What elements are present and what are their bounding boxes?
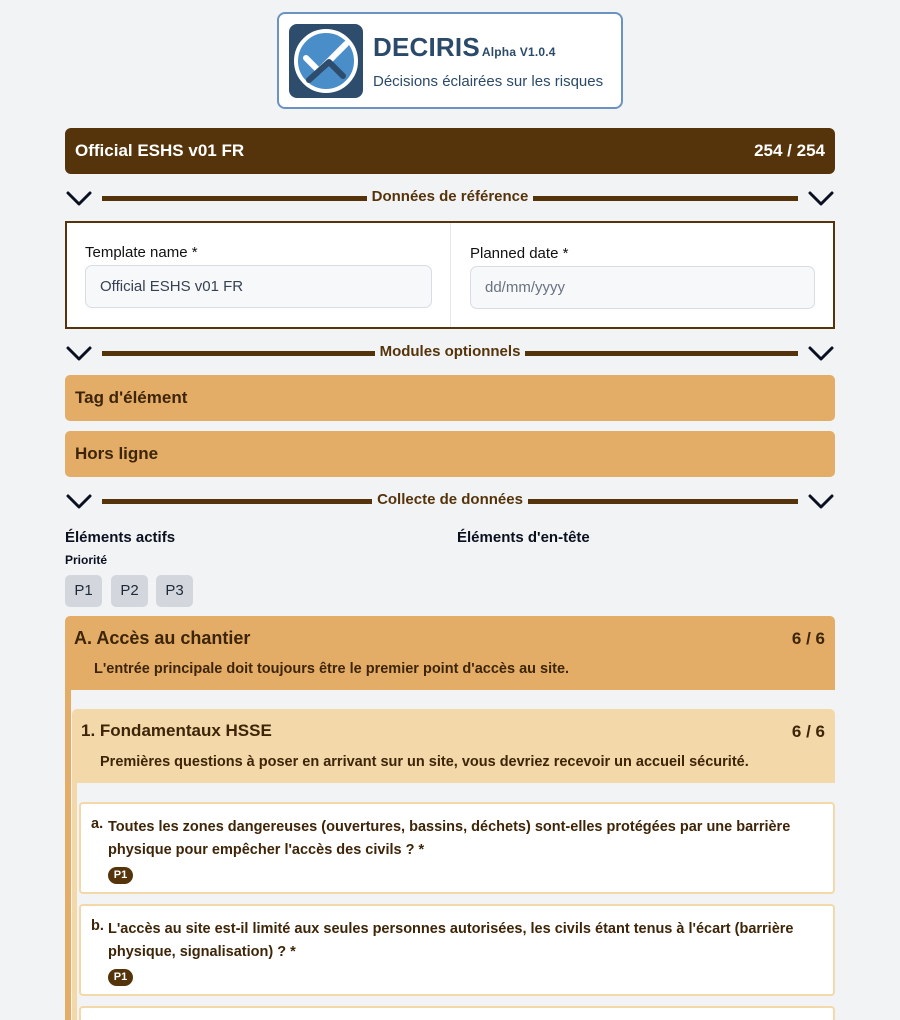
deciris-logo-icon [289, 24, 363, 98]
priority-badge: P1 [108, 969, 133, 986]
brand-version: Alpha V1.0.4 [481, 45, 556, 59]
priority-filter-p1[interactable]: P1 [65, 575, 102, 607]
template-name-label: Template name * [85, 244, 198, 261]
divider-label-reference: Données de référence [367, 188, 534, 205]
subsection-count: 6 / 6 [791, 722, 825, 741]
module-element-tag[interactable] [65, 375, 835, 421]
section-a-header[interactable] [65, 616, 835, 690]
chevron-down-icon[interactable] [807, 488, 835, 514]
module-offline[interactable] [65, 431, 835, 477]
active-elements-label: Éléments actifs [65, 529, 176, 546]
priority-filter-p2[interactable]: P2 [111, 575, 148, 607]
priority-badge: P1 [108, 867, 133, 884]
module-label: Hors ligne [75, 444, 159, 463]
question-card[interactable] [79, 802, 835, 894]
section-count: 6 / 6 [791, 629, 825, 648]
planned-date-label: Planned date * [470, 245, 569, 262]
divider-collection [65, 488, 835, 514]
header-elements-label: Éléments d'en-tête [457, 529, 590, 546]
brand-tagline: Décisions éclairées sur les risques [373, 73, 604, 90]
divider-reference [65, 185, 835, 211]
chevron-down-icon[interactable] [807, 340, 835, 366]
subsection-description: Premières questions à poser en arrivant sur un site, vous devriez recevoir un accueil sécurité. [100, 754, 749, 770]
planned-date-group [451, 223, 833, 327]
section-title: A. Accès au chantier [74, 628, 251, 648]
template-name-group [67, 223, 451, 327]
divider-label-collection: Collecte de données [372, 491, 528, 508]
template-name-input[interactable] [85, 265, 432, 308]
section-a-border [65, 690, 71, 1020]
template-count: 254 / 254 [754, 141, 825, 160]
priority-label: Priorité [65, 553, 108, 567]
subsection-1-header[interactable] [72, 709, 835, 783]
template-header-bar [65, 128, 835, 174]
subsection-1-border [72, 783, 77, 1020]
priority-filter-p3[interactable]: P3 [156, 575, 193, 607]
question-text: Toutes les zones dangereuses (ouvertures, bassins, déchets) sont-elles protégées par une barrière physique pour empêcher l'accès des civils ? * [108, 819, 791, 858]
subsection-title: 1. Fondamentaux HSSE [81, 721, 272, 740]
brand-name: DECIRIS [373, 32, 480, 62]
brand-title [373, 32, 556, 63]
section-description: L'entrée principale doit toujours être le premier point d'accès au site. [94, 661, 570, 677]
question-text: L'accès au site est-il limité aux seules personnes autorisées, les civils étant tenus à l'écart (barrière physique, signalisation) ? * [108, 921, 794, 960]
template-title: Official ESHS v01 FR [75, 141, 245, 160]
reference-data-card [65, 221, 835, 329]
module-label: Tag d'élément [75, 388, 188, 407]
question-card[interactable] [79, 904, 835, 996]
divider-label-modules: Modules optionnels [375, 343, 526, 360]
question-letter: a. [91, 816, 104, 832]
chevron-down-icon[interactable] [807, 185, 835, 211]
planned-date-input[interactable] [470, 266, 815, 309]
divider-modules [65, 340, 835, 366]
app-logo [277, 12, 623, 109]
question-letter: b. [91, 918, 104, 934]
question-card[interactable] [79, 1006, 835, 1020]
